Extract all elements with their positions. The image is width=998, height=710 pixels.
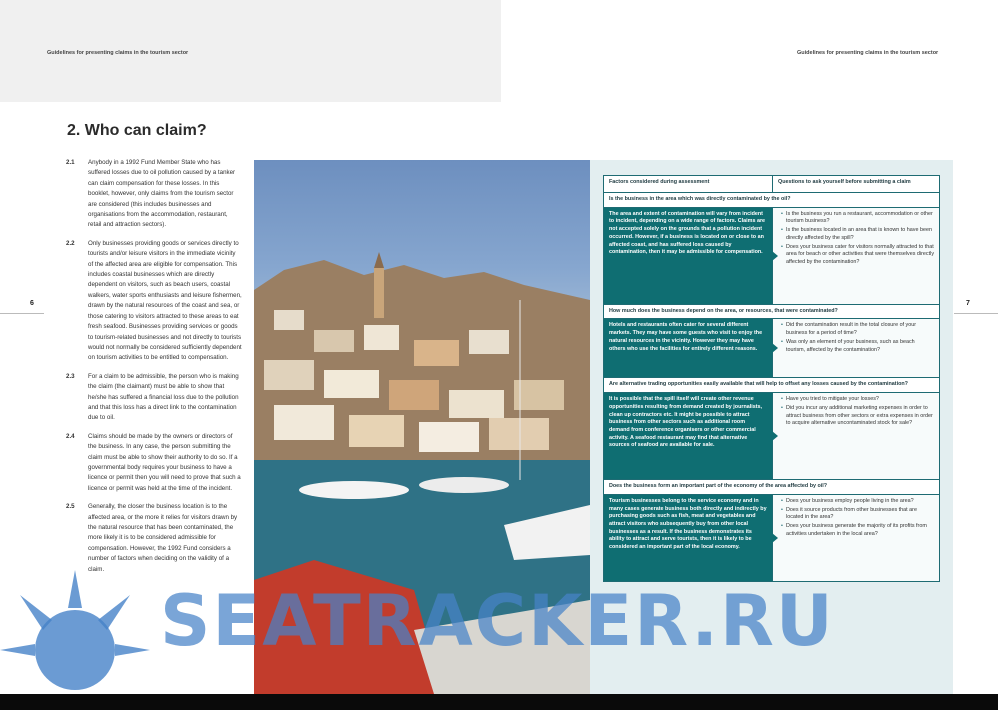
table-header-row bbox=[604, 176, 940, 193]
clause-text: Generally, the closer the business location is to the affected area, or the more it relies for visitors drawn by the natural resource that has been contaminated, the more likely it is to be considered admissible for compensation. However, the 1992 Fund considers a number of factors when deciding on the validity of a claim. bbox=[88, 503, 238, 573]
table-row bbox=[604, 207, 940, 304]
question-text: How much does the business depend on the area, or resources, that were contaminated? bbox=[604, 304, 940, 319]
clause-number: 2.2 bbox=[66, 239, 75, 247]
assessment-table bbox=[603, 175, 940, 582]
clause-text: For a claim to be admissible, the person who is making the claim (the claimant) must be able to show that he/she has suffered a financial loss due to the pollution and that this loss has a direct link to the contamination due to oil. bbox=[88, 372, 239, 422]
left-page-number: 6 bbox=[30, 300, 34, 307]
question-text: Are alternative trading opportunities easily available that will help to offset any losses caused by the contamination? bbox=[604, 378, 940, 393]
question-item: • Does it source products from other businesses that are located in the area? bbox=[781, 507, 934, 522]
right-page-rule bbox=[954, 313, 998, 314]
right-page-number: 7 bbox=[966, 300, 970, 307]
clause-item bbox=[66, 239, 242, 364]
clause-number: 2.5 bbox=[66, 503, 75, 511]
clause-text: Anybody in a 1992 Fund Member State who has suffered losses due to oil pollution caused by a tanker can claim compensation for these losses. In this booklet, however, only claims from the tourism sector are considered (this includes businesses and organisations from the accommodation, restaurant, retail and attraction sectors). bbox=[88, 159, 236, 229]
question-item: • Have you tried to mitigate your losses? bbox=[781, 396, 934, 404]
question-list bbox=[773, 494, 940, 581]
left-page-rule bbox=[0, 313, 44, 314]
bottom-bar bbox=[0, 694, 998, 710]
question-item: • Does your business employ people living in the area? bbox=[781, 498, 934, 506]
question-item: • Is the business you run a restaurant, accommodation or other tourism business? bbox=[781, 211, 934, 226]
question-text: Is the business in the area which was directly contaminated by the oil? bbox=[604, 193, 940, 208]
question-item: • Is the business located in an area that is known to have been directly affected by the spill? bbox=[781, 227, 934, 242]
section-title: 2. Who can claim? bbox=[67, 122, 207, 139]
left-running-header: Guidelines for presenting claims in the tourism sector bbox=[47, 50, 189, 56]
clause-text: Only businesses providing goods or services directly to tourists and/or leisure visitors in the immediate vicinity of the affected area are eligible for compensation. This includes coastal businesses which are directly dependent on visitors, such as beach users, coastal walkers, water sports enthusiasts and leisure fishermen, drawn by the natural resources of the coast and sea, or those catering to visitors attracted to these areas to eat fresh seafood. Businesses providing services or goods to tourism-related businesses and not directly to tourists would not normally be considered sufficiently dependent on tourism activities to be entitled to compensation. bbox=[88, 239, 242, 362]
sun-logo-icon bbox=[0, 560, 150, 694]
clause-number: 2.1 bbox=[66, 159, 75, 166]
table-row bbox=[604, 494, 940, 581]
question-item: • Was only an element of your business, such as beach tourism, affected by the contamination? bbox=[781, 339, 934, 354]
clause-number: 2.4 bbox=[66, 432, 75, 440]
question-item: • Does your business cater for visitors normally attracted to that area for beach or other activities that were themselves directly affected by the contamination? bbox=[781, 244, 934, 267]
factor-text: Tourism businesses belong to the service economy and in many cases generate business both directly and indirectly by purchasing goods such as fish, meat and vegetables and attract visitors who subsequently buy from other local businesses as a result. If the business demonstrates its ability to attract and serve tourists, then it is likely to be considered an important part of the local economy. bbox=[604, 494, 773, 581]
clause-number: 2.3 bbox=[66, 372, 75, 380]
watermark: SEATRACKER.RU bbox=[160, 580, 835, 662]
factor-text: Hotels and restaurants often cater for several different markets. They may have some guests who visit to enjoy the natural resources in the vicinity. However they may have others who use the facilities for entirely different reasons. bbox=[604, 319, 773, 378]
column-header-questions: Questions to ask yourself before submitting a claim bbox=[773, 176, 940, 193]
clause-item bbox=[66, 158, 242, 231]
clause-item bbox=[66, 432, 242, 494]
clause-text: Claims should be made by the owners or directors of the business. In any case, the person submitting the claim must be able to show their authority to do so. If a governmental body requires your business to have a licence or permit then you will need to prove that such a licence or permit was held at the time of the incident. bbox=[88, 432, 241, 492]
right-running-header: Guidelines for presenting claims in the tourism sector bbox=[797, 50, 939, 56]
question-row bbox=[604, 193, 940, 208]
question-row bbox=[604, 304, 940, 319]
question-list bbox=[773, 207, 940, 304]
factor-text: It is possible that the spill itself will create other revenue opportunities resulting from demand created by journalists, clean up contractors etc. It might be possible to attract business from other sectors such as additional room demand from conference organisers or other commercial activity. A seafood restaurant may find that alternative sources of seafood are available for sale. bbox=[604, 393, 773, 480]
clause-item bbox=[66, 372, 242, 424]
question-item: • Did the contamination result in the total closure of your business for a period of time? bbox=[781, 322, 934, 337]
table-row bbox=[604, 319, 940, 378]
column-header-factors: Factors considered during assessment bbox=[604, 176, 773, 193]
clause-list bbox=[66, 158, 242, 583]
question-item: • Did you incur any additional marketing expenses in order to attract business from other sectors or extra expenses in order to acquire alternative uncontaminated stock for sale? bbox=[781, 405, 934, 428]
table-row bbox=[604, 393, 940, 480]
question-row bbox=[604, 480, 940, 495]
question-item: • Does your business generate the majority of its profits from activities undertaken in the local area? bbox=[781, 523, 934, 538]
question-row bbox=[604, 378, 940, 393]
question-list bbox=[773, 393, 940, 480]
question-text: Does the business form an important part of the economy of the area affected by oil? bbox=[604, 480, 940, 495]
question-list bbox=[773, 319, 940, 378]
factor-text: The area and extent of contamination will vary from incident to incident, depending on a wide range of factors. Claims are not accepted solely on the grounds that a pollution incident occurred. However, if a business is located on or close to an affected coast, and has suffered loss caused by contamination, then it may be admissible for compensation. bbox=[604, 207, 773, 304]
